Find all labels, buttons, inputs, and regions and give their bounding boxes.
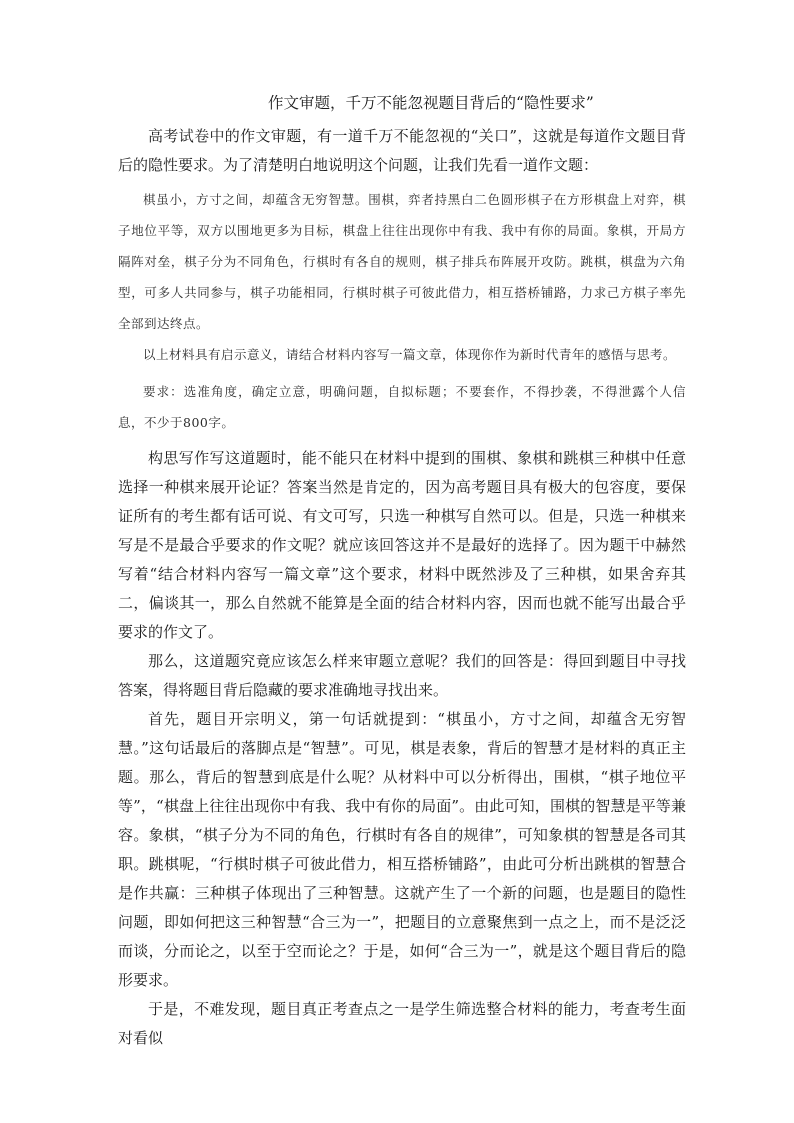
body-paragraph-1: 构思写作写这道题时，能不能只在材料中提到的围棋、象棋和跳棋三种棋中任意选择一种棋来展开论证？答案当然是肯定的，因为高考题目具有极大的包容度，要保证所有的考生都有话可说、有文可写，只选一种棋写自然可以。但是，只选一种棋来写是不是最合乎要求的作文呢？就应该回答这并不是最好的选择了。因为题干中赫然写着“结合材料内容写一篇文章”这个要求，材料中既然涉及了三种棋，如果舍弃其二，偏谈其一，那么自然就不能算是全面的结合材料内容，因而也就不能写出最合乎要求的作文了。 (118, 449, 686, 641)
body-paragraph-3: 首先，题目开宗明义，第一句话就提到：“棋虽小，方寸之间，却蕴含无穷智慧。”这句话最后的落脚点是“智慧”。可见，棋是表象，背后的智慧才是材料的真正主题。那么，背后的智慧到底是什么呢？从材料中可以分析得出，围棋，“棋子地位平等”，“棋盘上往往出现你中有我、我中有你的局面”。由此可知，围棋的智慧是平等兼容。象棋，“棋子分为不同的角色，行棋时有各自的规律”，可知象棋的智慧是各司其职。跳棋呢，“行棋时棋子可彼此借力，相互搭桥铺路”，由此可分析出跳棋的智慧合是作共赢：三种棋子体现出了三种智慧。这就产生了一个新的问题，也是题目的隐性问题，即如何把这三种智慧“合三为一”，把题目的立意聚焦到一点之上，而不是泛泛而谈，分而论之，以至于空而论之？于是，如何“合三为一”，就是这个题目背后的隐形要求。 (118, 710, 686, 989)
document-title: 作文审题，千万不能忽视题目背后的“隐性要求” (268, 94, 594, 112)
body-paragraph-2: 那么，这道题究竟应该怎么样来审题立意呢？我们的回答是：得回到题目中寻找答案，得将题目背后隐藏的要求准确地寻找出来。 (118, 652, 686, 699)
prompt-material: 棋虽小，方寸之间，却蕴含无穷智慧。围棋，弈者持黑白二色圆形棋子在方形棋盘上对弈，棋子地位平等，双方以围地更多为目标，棋盘上往往出现你中有我、我中有你的局面。象棋，开局方隔阵对垒，棋子分为不同角色，行棋时有各自的规则，棋子排兵布阵展开攻防。跳棋，棋盘为六角型，可多人共同参与，棋子功能相同，行棋时棋子可彼此借力，相互搭桥铺路，力求己方棋子率先全部到达终点。 (118, 192, 686, 331)
intro-paragraph: 高考试卷中的作文审题，有一道千万不能忽视的“关口”，这就是每道作文题目背后的隐性要求。为了清楚明白地说明这个问题，让我们先看一道作文题： (118, 127, 686, 174)
body-paragraph-4: 于是，不难发现，题目真正考查点之一是学生筛选整合材料的能力，考查考生面对看似 (118, 1000, 686, 1047)
document-page (118, 92, 686, 1053)
prompt-requirements: 要求：选准角度，确定立意，明确问题，自拟标题；不要套作，不得抄袭，不得泄露个人信息，不少于800字。 (118, 384, 686, 430)
prompt-instruction: 以上材料具有启示意义，请结合材料内容写一篇文章，体现你作为新时代青年的感悟与思考。 (143, 347, 677, 362)
